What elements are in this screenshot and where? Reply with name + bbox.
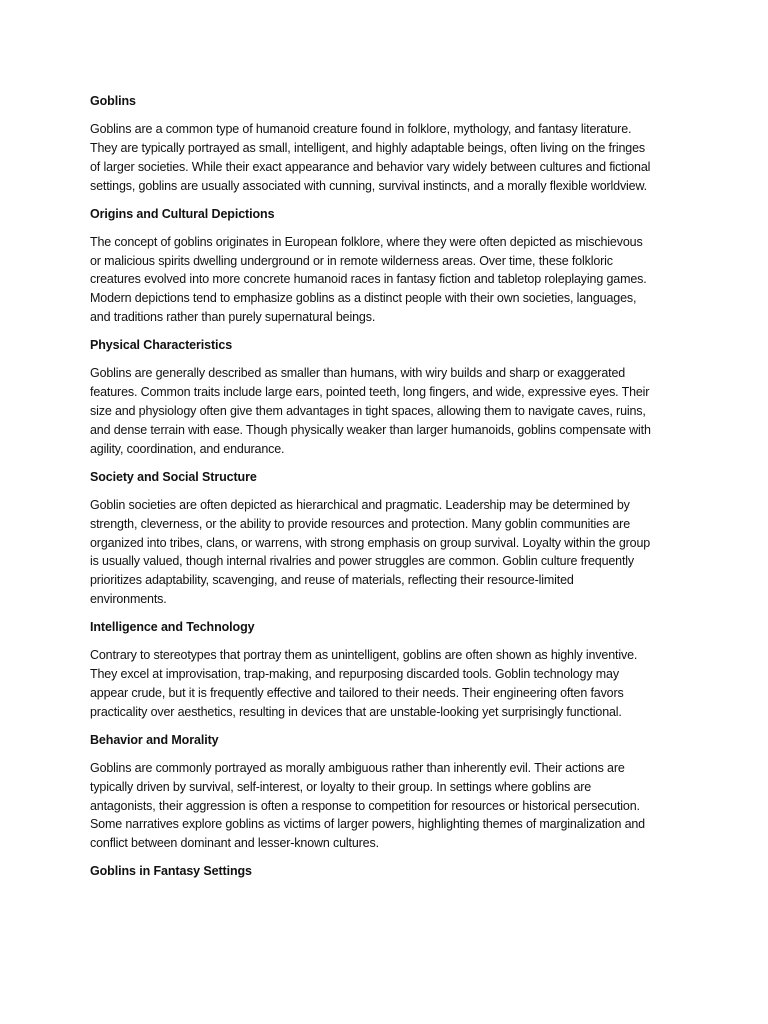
paragraph-line: and dense terrain with ease. Though physically weaker than larger humanoids, goblins compensate with [90,422,651,437]
paragraph-line: Goblins are a common type of humanoid creature found in folklore, mythology, and fantasy literature. [90,122,632,136]
section-heading: Origins and Cultural Depictions [90,206,275,221]
paragraph-line: Modern depictions tend to emphasize goblins as a distinct people with their own societies, languages, [90,291,637,306]
section-heading: Behavior and Morality [90,732,219,747]
section-paragraph [90,646,688,722]
section-behavior [90,731,688,854]
paragraph-line: antagonists, their aggression is often a response to competition for resources or historical persecution. [90,798,640,813]
section-heading: Goblins [90,94,136,108]
paragraph-line: They excel at improvisation, trap-making, and repurposing discarded tools. Goblin technology may [90,667,619,682]
section-physical-characteristics [90,336,688,459]
section-heading: Society and Social Structure [90,469,257,484]
paragraph-line: appear crude, but it is frequently effective and tailored to their needs. Their engineering often favors [90,685,624,700]
paragraph-line: organized into tribes, clans, or warrens, with strong emphasis on group survival. Loyalty within the group [90,535,651,550]
paragraph-line: Goblins are generally described as smaller than humans, with wiry builds and sharp or exaggerated [90,366,626,381]
paragraph-line: prioritizes adaptability, scavenging, and reuse of materials, reflecting their resource-limited [90,573,574,588]
paragraph-line: Contrary to stereotypes that portray them as unintelligent, goblins are often shown as highly inventive. [90,648,638,663]
paragraph-line: strength, cleverness, or the ability to provide resources and protection. Many goblin communities are [90,516,630,531]
section-heading: Intelligence and Technology [90,620,255,635]
section-paragraph [90,364,688,459]
paragraph-line: agility, coordination, and endurance. [90,441,285,456]
paragraph-line: Some narratives explore goblins as victims of larger powers, highlighting themes of marginalization and [90,817,645,832]
paragraph-line: environments. [90,592,167,607]
section-heading: Goblins in Fantasy Settings [90,864,252,879]
paragraph-line: creatures evolved into more concrete humanoid races in fantasy fiction and tabletop roleplaying games. [90,272,647,287]
section-heading: Physical Characteristics [90,338,233,353]
paragraph-line: or malicious spirits dwelling underground or in remote wilderness areas. Over time, these folkloric [90,253,613,268]
paragraph-line: typically driven by survival, self-interest, or loyalty to their group. In settings where goblins are [90,779,592,794]
paragraph-line: Goblins are commonly portrayed as morally ambiguous rather than inherently evil. Their actions are [90,760,625,775]
section-paragraph [90,496,688,609]
section-origins [90,205,688,328]
section-paragraph [90,759,688,854]
paragraph-line: of larger societies. While their exact appearance and behavior vary widely between cultures and fictional [90,159,651,174]
paragraph-line: size and physiology often give them advantages in tight spaces, allowing them to navigate caves, ruins, [90,403,646,418]
paragraph-line: is usually valued, though internal rivalries and power struggles are common. Goblin culture frequently [90,554,635,569]
paragraph-line: settings, goblins are usually associated with cunning, survival instincts, and a morally flexible worldview. [90,178,647,193]
section-paragraph [90,120,688,196]
paragraph-line: features. Common traits include large ears, pointed teeth, long fingers, and wide, expressive eyes. Their [90,385,650,400]
section-paragraph [90,233,688,328]
section-intelligence [90,618,688,722]
section-goblins [90,92,688,196]
paragraph-line: Goblin societies are often depicted as hierarchical and pragmatic. Leadership may be determined by [90,497,630,512]
paragraph-line: The concept of goblins originates in European folklore, where they were often depicted as mischievous [90,234,643,249]
section-fantasy-settings [90,862,688,881]
paragraph-line: conflict between dominant and lesser-known cultures. [90,836,379,851]
paragraph-line: practicality over aesthetics, resulting in devices that are unstable-looking yet surprisingly functional. [90,704,622,719]
paragraph-line: and traditions rather than purely supernatural beings. [90,310,376,325]
section-society [90,468,688,609]
paragraph-line: They are typically portrayed as small, intelligent, and highly adaptable beings, often living on the fringes [90,140,645,155]
